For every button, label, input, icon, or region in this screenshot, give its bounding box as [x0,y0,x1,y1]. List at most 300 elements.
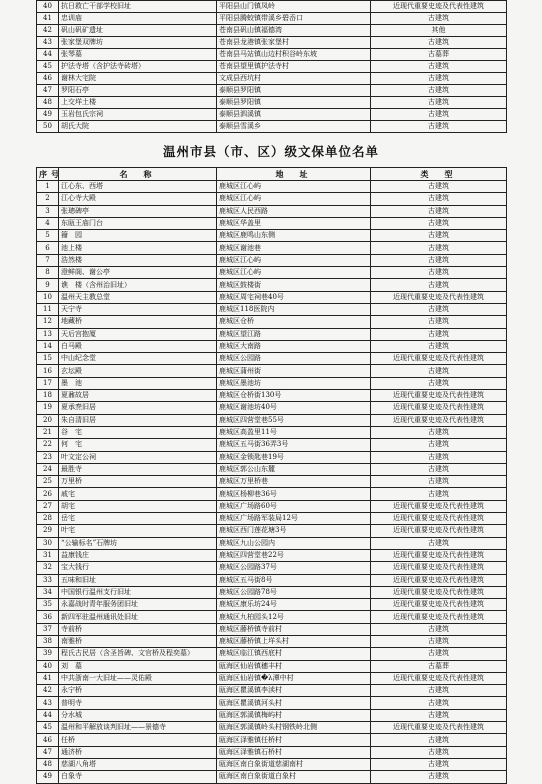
table-row [37,291,507,303]
cell-index: 5 [37,230,59,242]
cell-index: 25 [37,476,59,488]
header-name: 名 称 [59,168,217,181]
cell-name: 万里桥 [59,476,217,488]
cell-address: 鹿城区谢池巷 [217,242,371,254]
cell-index: 49 [37,771,59,783]
table-row [37,181,507,193]
table-row [37,414,507,426]
cell-address: 瓯海区仙岩镇�λ潭中村 [217,672,371,684]
cell-address: 鹿城区公园路37号 [217,562,371,574]
cell-name: 五味和旧址 [59,574,217,586]
cell-index: 14 [37,340,59,352]
cell-address: 鹿城区华盖里 [217,217,371,229]
table-row [37,49,507,61]
cell-address: 文成县西坑村 [217,73,371,85]
cell-name: 戚宅 [59,488,217,500]
cell-name: 通济桥 [59,746,217,758]
cell-index: 46 [37,734,59,746]
header-address: 地 址 [217,168,371,181]
cell-type: 古建筑 [371,254,507,266]
cell-index: 23 [37,451,59,463]
cell-name: 新四军驻温州通讯处旧址 [59,611,217,623]
cell-name: 叶宅 [59,525,217,537]
cell-address: 瓯海区郭溪镇岭头村钢铁岭北侧 [217,722,371,734]
cell-name: 夏承焘旧居 [59,402,217,414]
cell-index: 7 [37,254,59,266]
cell-name: 温州天主教总堂 [59,291,217,303]
cell-type: 古建筑 [371,37,507,49]
table-row [37,635,507,647]
cell-index: 47 [37,746,59,758]
cell-name: 墨 池 [59,377,217,389]
cell-type: 古建筑 [371,623,507,635]
table-row [37,353,507,365]
table-row [37,722,507,734]
table-row [37,390,507,402]
cell-name: 白象寺 [59,771,217,783]
header-type: 类 型 [371,168,507,181]
cell-address: 鹿城区临江镇西底村 [217,648,371,660]
table-row [37,121,507,133]
cell-index: 45 [37,61,59,73]
cell-name: 江心寺大殿 [59,193,217,205]
cell-type: 近现代重要史迹及代表性建筑 [371,1,507,13]
cell-index: 28 [37,513,59,525]
cell-index: 48 [37,97,59,109]
table-row [37,709,507,721]
cell-name: 何 宅 [59,439,217,451]
cell-index: 40 [37,660,59,672]
cell-type: 古建筑 [371,488,507,500]
cell-index: 10 [37,291,59,303]
cell-address: 瓯海区郭溪镇梅屿村 [217,709,371,721]
cell-address: 鹿城区仓桥街130号 [217,390,371,402]
table-row [37,73,507,85]
cell-address: 瓯海区南白象街道慈湖南村 [217,758,371,770]
cell-address: 鹿城区墨池坊 [217,377,371,389]
cell-index: 29 [37,525,59,537]
cell-index: 6 [37,242,59,254]
cell-type: 近现代重要史迹及代表性建筑 [371,549,507,561]
cell-address: 鹿城区江心屿 [217,267,371,279]
cell-name: 地藏桥 [59,316,217,328]
table-row [37,537,507,549]
cell-address: 平阳县山门镇凤岭 [217,1,371,13]
cell-type: 古建筑 [371,303,507,315]
cell-address: 鹿城区公园路78号 [217,586,371,598]
cell-type: 古建筑 [371,476,507,488]
cell-address: 平阳县腾蛟镇带溪乡碧岙口 [217,13,371,25]
cell-name: 南雅桥 [59,635,217,647]
cell-name: 谷 宅 [59,426,217,438]
cell-address: 鹿城区九山公园内 [217,537,371,549]
cell-type: 古建筑 [371,13,507,25]
cell-type: 近现代重要史迹及代表性建筑 [371,586,507,598]
cell-address: 鹿城区蒲州街 [217,365,371,377]
cell-type: 古建筑 [371,97,507,109]
table-row [37,562,507,574]
cell-name: 谯 楼（含州治旧址） [59,279,217,291]
cell-type: 古建筑 [371,697,507,709]
cell-name: 澄鲜阁、谢公亭 [59,267,217,279]
cell-type: 近现代重要史迹及代表性建筑 [371,611,507,623]
cell-index: 22 [37,439,59,451]
cell-name: 叶文定公祠 [59,451,217,463]
cell-type: 近现代重要史迹及代表性建筑 [371,402,507,414]
table-row [37,426,507,438]
cell-address: 瓯海区泽雅镇任桥村 [217,734,371,746]
cell-type: 近现代重要史迹及代表性建筑 [371,291,507,303]
cell-name: 上交垟土楼 [59,97,217,109]
cell-address: 鹿城区望江路 [217,328,371,340]
cell-index: 43 [37,37,59,49]
table-row [37,672,507,684]
table-row [37,574,507,586]
cell-index: 44 [37,709,59,721]
cell-name: “公输标名”石牌坊 [59,537,217,549]
cell-address: 泰顺县罗阳镇 [217,97,371,109]
cell-address: 鹿城区五马街36弄3号 [217,439,371,451]
cell-address: 鹿城区公园路 [217,353,371,365]
cell-index: 50 [37,121,59,133]
cell-name: 抗日救亡干部学校旧址 [59,1,217,13]
cell-address: 鹿城区谢池坊40号 [217,402,371,414]
table-row [37,734,507,746]
cell-index: 41 [37,672,59,684]
cell-index: 8 [37,267,59,279]
table-row [37,279,507,291]
cell-name: 玄坛殿 [59,365,217,377]
table-row [37,451,507,463]
table-row [37,13,507,25]
cell-index: 4 [37,217,59,229]
cell-type: 古墓葬 [371,49,507,61]
cell-type: 古建筑 [371,340,507,352]
table-row [37,254,507,266]
cell-type: 近现代重要史迹及代表性建筑 [371,722,507,734]
cell-type: 古建筑 [371,85,507,97]
page-title: 温州市县（市、区）级文保单位名单 [162,144,379,159]
cell-address: 苍南县马站镇山边村积谷岭东坡 [217,49,371,61]
cell-type: 古建筑 [371,181,507,193]
cell-index: 31 [37,549,59,561]
cell-type: 近现代重要史迹及代表性建筑 [371,525,507,537]
continued-table [36,0,507,133]
table-row [37,611,507,623]
cell-index: 37 [37,623,59,635]
cell-type: 古建筑 [371,121,507,133]
cell-name: 刘 墓 [59,660,217,672]
table-row [37,513,507,525]
cell-type: 近现代重要史迹及代表性建筑 [371,414,507,426]
table-row [37,365,507,377]
cell-index: 2 [37,193,59,205]
table-row [37,623,507,635]
cell-index: 3 [37,205,59,217]
cell-address: 鹿城区周宅祠巷40号 [217,291,371,303]
cell-name: 浩然楼 [59,254,217,266]
cell-index: 16 [37,365,59,377]
cell-index: 43 [37,697,59,709]
cell-index: 17 [37,377,59,389]
cell-index: 35 [37,599,59,611]
cell-type: 古建筑 [371,426,507,438]
cell-index: 11 [37,303,59,315]
cell-address: 鹿城区藤桥镇上垟头村 [217,635,371,647]
cell-address: 瓯海区泽雅镇石桥村 [217,746,371,758]
cell-type: 古建筑 [371,771,507,783]
cell-index: 30 [37,537,59,549]
cell-index: 46 [37,73,59,85]
cell-type: 近现代重要史迹及代表性建筑 [371,562,507,574]
cell-index: 24 [37,463,59,475]
cell-name: 永宁桥 [59,685,217,697]
cell-index: 20 [37,414,59,426]
table-row [37,697,507,709]
cell-index: 39 [37,648,59,660]
cell-name: 护法寺塔（含护法寺砖塔） [59,61,217,73]
cell-name: 慈湖八角塔 [59,758,217,770]
cell-address: 瓯海区瞿溪镇李渎村 [217,685,371,697]
cell-name: 中国银行温州支行旧址 [59,586,217,598]
cell-address: 鹿城区万里桥巷 [217,476,371,488]
cell-name: 分水城 [59,709,217,721]
cell-name: 普明寺 [59,697,217,709]
cell-address: 鹿城区九柏园头12号 [217,611,371,623]
table-row [37,242,507,254]
table-row [37,525,507,537]
table-row [37,771,507,783]
cell-type: 古建筑 [371,193,507,205]
cell-index: 13 [37,328,59,340]
cell-address: 鹿城区118医院内 [217,303,371,315]
cell-address: 泰顺县罗阳镇 [217,85,371,97]
cell-type: 古建筑 [371,217,507,229]
cell-name: 天宁寺 [59,303,217,315]
table-row [37,746,507,758]
cell-name: 玉岩包氏宗祠 [59,109,217,121]
cell-type: 近现代重要史迹及代表性建筑 [371,599,507,611]
table-row [37,303,507,315]
cell-address: 鹿城区四营堂巷55号 [217,414,371,426]
cell-type: 古建筑 [371,685,507,697]
cell-name: 忠训庙 [59,13,217,25]
cell-type: 古建筑 [371,109,507,121]
cell-address: 鹿城区西门莲花塘3号 [217,525,371,537]
table-row [37,476,507,488]
cell-index: 49 [37,109,59,121]
table-row [37,1,507,13]
cell-type: 近现代重要史迹及代表性建筑 [371,500,507,512]
cell-name: 白马殿 [59,340,217,352]
cell-address: 泰顺县雪溪乡 [217,121,371,133]
cell-index: 40 [37,1,59,13]
cell-type: 古建筑 [371,439,507,451]
cell-address: 苍南县矾山镇福德湾 [217,25,371,37]
cell-address: 泰顺县泗溪镇 [217,109,371,121]
cell-type: 古建筑 [371,365,507,377]
cell-type: 古建筑 [371,709,507,721]
cell-type: 古建筑 [371,734,507,746]
cell-name: 温州和平解放谈判旧址——景德寺 [59,722,217,734]
cell-name: 罗阳石亭 [59,85,217,97]
cell-name: 胡宅 [59,500,217,512]
cell-index: 36 [37,611,59,623]
table-row [37,109,507,121]
cell-index: 34 [37,586,59,598]
cell-name: 益康钱庄 [59,549,217,561]
cell-address: 鹿城区金锁匙巷19号 [217,451,371,463]
cell-index: 45 [37,722,59,734]
cell-index: 21 [37,426,59,438]
cell-type: 古建筑 [371,61,507,73]
cell-type: 近现代重要史迹及代表性建筑 [371,390,507,402]
cell-address: 鹿城区郭公山东麓 [217,463,371,475]
cell-index: 42 [37,685,59,697]
cell-address: 鹿城区五马街8号 [217,574,371,586]
table-row [37,25,507,37]
header-index: 序号 [37,168,59,181]
cell-address: 鹿城区人民西路 [217,205,371,217]
table-row [37,660,507,672]
cell-index: 42 [37,25,59,37]
cell-name: 中共浙南一大旧址——灵佑殿 [59,672,217,684]
cell-index: 26 [37,488,59,500]
table-row [37,340,507,352]
table-row [37,316,507,328]
cell-name: 谢林大宅院 [59,73,217,85]
table-row [37,439,507,451]
cell-index: 9 [37,279,59,291]
cell-index: 27 [37,500,59,512]
heritage-list-table [36,167,507,784]
cell-name: 籀 园 [59,230,217,242]
table-row [37,217,507,229]
cell-address: 鹿城区广场路60号 [217,500,371,512]
table-row [37,61,507,73]
cell-index: 15 [37,353,59,365]
cell-type: 古建筑 [371,537,507,549]
cell-type: 古建筑 [371,230,507,242]
cell-name: 中山纪念堂 [59,353,217,365]
cell-name: 程氏古民居（含圣旨碑、文官桥及程奕墓） [59,648,217,660]
table-row [37,377,507,389]
table-row [37,328,507,340]
cell-name: 朱自清旧居 [59,414,217,426]
cell-type: 古建筑 [371,267,507,279]
cell-address: 瓯海区南白象街道白象村 [217,771,371,783]
table-row [37,193,507,205]
cell-address: 鹿城区大南路 [217,340,371,352]
cell-name: 宝大钱行 [59,562,217,574]
cell-name: 池上楼 [59,242,217,254]
cell-type: 古建筑 [371,73,507,85]
table-row [37,586,507,598]
table-row [37,97,507,109]
cell-name: 最胜寺 [59,463,217,475]
cell-index: 1 [37,181,59,193]
cell-name: 天后宫抱厦 [59,328,217,340]
cell-type: 古建筑 [371,377,507,389]
cell-index: 33 [37,574,59,586]
cell-name: 夏鼐故居 [59,390,217,402]
table-row [37,500,507,512]
cell-address: 瓯海区仙岩镇穗丰村 [217,660,371,672]
cell-type: 古建筑 [371,205,507,217]
cell-type: 古建筑 [371,746,507,758]
cell-type: 古建筑 [371,279,507,291]
cell-address: 鹿城区广场路军装局12号 [217,513,371,525]
cell-type: 古建筑 [371,242,507,254]
cell-address: 鹿城区江心屿 [217,181,371,193]
table-row [37,463,507,475]
cell-name: 江心东、西塔 [59,181,217,193]
cell-index: 32 [37,562,59,574]
table-row [37,685,507,697]
document-sheet [36,0,506,784]
cell-type: 古墓葬 [371,660,507,672]
cell-type: 近现代重要史迹及代表性建筑 [371,672,507,684]
cell-name: 永嘉战时青年服务团旧址 [59,599,217,611]
cell-address: 鹿城区康乐坊24号 [217,599,371,611]
table-row [37,488,507,500]
cell-index: 48 [37,758,59,770]
cell-name: 张琴墓 [59,49,217,61]
cell-type: 近现代重要史迹及代表性建筑 [371,513,507,525]
cell-address: 鹿城区高盈里11号 [217,426,371,438]
table-row [37,648,507,660]
cell-address: 鹿城区藤桥镇寺前村 [217,623,371,635]
cell-address: 瓯海区瞿溪镇河头村 [217,697,371,709]
cell-type: 古建筑 [371,758,507,770]
cell-name: 张璁碑亭 [59,205,217,217]
cell-index: 18 [37,390,59,402]
cell-address: 鹿城区四营堂巷22号 [217,549,371,561]
cell-type: 其他 [371,25,507,37]
cell-index: 41 [37,13,59,25]
cell-address: 苍南县望里镇护法寺村 [217,61,371,73]
table-row [37,85,507,97]
cell-type: 近现代重要史迹及代表性建筑 [371,574,507,586]
table-row [37,205,507,217]
cell-type: 古建筑 [371,316,507,328]
table-header-row [37,168,507,181]
cell-index: 38 [37,635,59,647]
cell-type: 古建筑 [371,451,507,463]
cell-name: 岳宅 [59,513,217,525]
cell-address: 鹿城区鹿鸣山东侧 [217,230,371,242]
cell-address: 鹿城区杨柳巷36号 [217,488,371,500]
cell-index: 47 [37,85,59,97]
table-row [37,599,507,611]
cell-name: 张家堡双牌坊 [59,37,217,49]
table-row [37,230,507,242]
cell-index: 44 [37,49,59,61]
table-row [37,267,507,279]
table-row [37,37,507,49]
table-row [37,758,507,770]
cell-address: 鹿城区鼓楼街 [217,279,371,291]
cell-type: 近现代重要史迹及代表性建筑 [371,353,507,365]
cell-address: 鹿城区江心屿 [217,193,371,205]
cell-address: 鹿城区仓桥 [217,316,371,328]
cell-name: 寺前桥 [59,623,217,635]
cell-type: 古建筑 [371,328,507,340]
table-row [37,549,507,561]
cell-index: 12 [37,316,59,328]
cell-name: 矾山矾矿遗址 [59,25,217,37]
cell-type: 古建筑 [371,648,507,660]
